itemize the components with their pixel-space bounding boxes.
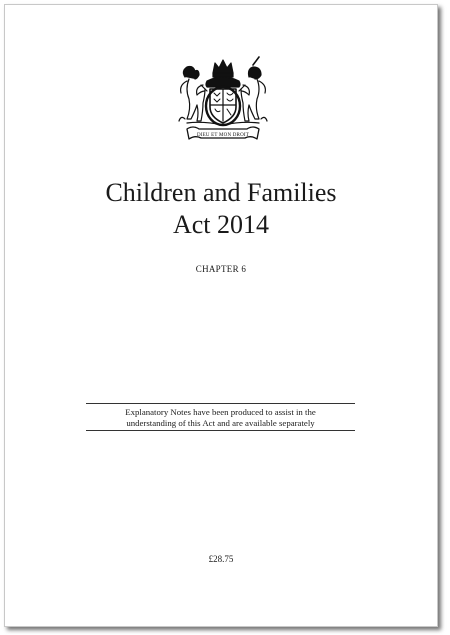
- explanatory-notes-box: [86, 403, 355, 431]
- price-label: £28.75: [208, 554, 234, 564]
- notes-line1: Explanatory Notes have been produced to assist in the: [125, 407, 316, 417]
- crest-motto: DIEU ET MON DROIT: [196, 133, 250, 138]
- chapter-label: CHAPTER 6: [195, 264, 247, 274]
- act-title-line2: Act 2014: [172, 210, 270, 239]
- royal-coat-of-arms-icon: [173, 55, 273, 145]
- document-cover-page: [4, 4, 438, 627]
- act-title-line1: Children and Families: [105, 178, 337, 207]
- notes-line2: understanding of this Act and are available separately: [126, 418, 315, 428]
